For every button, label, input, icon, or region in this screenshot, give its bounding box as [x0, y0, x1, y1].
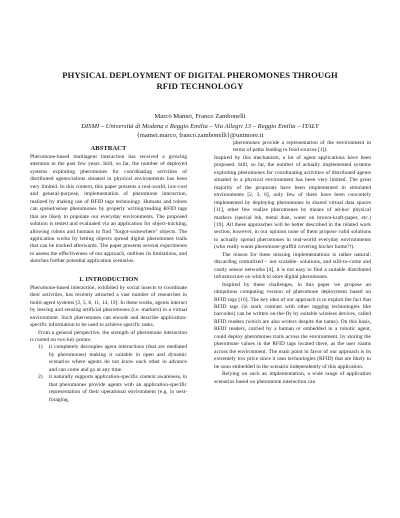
- title-line-1: PHYSICAL DEPLOYMENT OF DIGITAL PHEROMONES THROUGH: [62, 70, 338, 80]
- intro-paragraph-2: From a general perspective, the strength of pheromone interaction is rooted on two key points:: [30, 329, 187, 343]
- author-affiliation: DISMI – Università di Modena e Reggio Emilia – Via Allegri 13 – Reggio Emilia – ITALY: [81, 122, 319, 130]
- right-column: [214, 140, 371, 386]
- section-gap: [30, 266, 187, 275]
- author-block: [40, 112, 360, 141]
- intro-paragraph-1: Pheromone-based interaction, exhibited by social insects to coordinate their activities, has recently attracted a vast number of researches in multi-agent systems [2, 5, 8, 11, 14, 19]. In these works, agents interact by leaving and sensing artificial pheromones (i.e. markers) in a virtual environment. Such pheromones can encode and describe application-specific information to be used to achieve specific tasks.: [30, 284, 187, 329]
- body-paragraph-4: Relying on such an implementation, a wide range of application scenarios based on pheromone interaction can: [214, 371, 371, 385]
- author-emails: {mamei.marco, franco.zambonelli}@unimore.it: [136, 132, 264, 139]
- list-item-continuation: pheromones provide a representation of the environment in terms of paths leading to food sources [1]).: [233, 140, 371, 154]
- list-item-text: it completely decouples agent interactions (that are mediated by pheromones) making it suitable in open and dynamic scenarios where agents do not know each other in advance and can come and go at any time.: [49, 344, 187, 373]
- abstract-text: Pheromone-based multiagent interaction has received a growing attention in the past few years. Still, so far, the number of deployed systems exploiting pheromones for coordinating activities of distributed agents/robots situated in physical environments has been very limited. In this context, this paper presents a real-world, low-cost and general-purpose, implementation of pheromone interaction, realized by making use of RFID tags technology. Humans and robots can spread/sense pheromones by properly writing/reading RFID tags that are likely to populate our everyday environments. The proposed solution is tested and evaluated via an application for object-tracking, allowing robots and humans to find "forgot-somewhere" objects. The application works by letting objects spread digital pheromones trails that can be tracked afterwards. The paper presents several experiments to assess the effectiveness of our approach, outlines its limitations, and sketches further potential application scenarios.: [30, 154, 187, 265]
- abstract-heading: ABSTRACT: [90, 145, 127, 152]
- author-names: Marco Mamei, Franco Zambonelli: [154, 113, 246, 120]
- list-item-text: it naturally supports application-specific context awareness, in that pheromones provide agents with an application-specific representation of their operational environment (e.g. in nest-foraging,: [49, 374, 187, 403]
- paper-title: [40, 70, 360, 92]
- title-line-2: RFID TECHNOLOGY: [156, 81, 244, 91]
- body-paragraph-2: The reason for these missing implementations is rather natural: discarding centralized – not scalable- solutions, and still-to-come and costly sensor networks [4], it is not easy to find a suitable distributed infrastructure on which to store digital pheromones.: [214, 251, 371, 281]
- list-item-number: 1): [38, 344, 43, 351]
- list-item-number: 2): [38, 374, 43, 381]
- body-paragraph-3: Inspired by these challenges, in this paper we propose an ubiquitous computing version of pheromone deployment based on RFID tags [16]. The key idea of our approach is to exploit the fact that RFID tags (in stark contrast with other tagging technologies like barcodes) can be written on-the-fly by suitable wireless devices, called RFID readers (which are also writers despite the name). On this basis, RFID readers, carried by a human or embedded in a robotic agent, could deploy pheromones trails across the environment, by storing the pheromone values in the RFID tags located there, as the user roams across the environment. The main point in favor of our approach is its extremely low price since it uses technologies (RFID) that are likely to be soon embedded in the scenario independently of this application.: [214, 281, 371, 370]
- key-points-list: [30, 344, 187, 404]
- list-item: [38, 374, 187, 404]
- left-column: [30, 144, 187, 404]
- body-paragraph-1: Inspired by this mechanism, a lot of agent applications have been proposed. Still, so far, the number of actually implemented systems exploiting pheromones for coordinating activities of distributed agents situated in a physical environment has been very limited. The great majority of the proposals have been implemented in simulated environments [2, 3, 8], only few of them have been concretely implemented by deploying pheromones in shared virtual data spaces [11], other few realize pheromones by means of ad-hoc physical markers (special ink, metal dust, water on brown-kraft-paper, etc.) [19]. All these approaches will be better described in the related work section, however, in our opinion none of them propose valid solutions to actually spread pheromones in real-world everyday environments (who really wants pheromone-graffiti covering his/her home?!).: [214, 154, 371, 251]
- introduction-heading: 1. INTRODUCTION: [78, 275, 139, 283]
- list-item: [38, 344, 187, 374]
